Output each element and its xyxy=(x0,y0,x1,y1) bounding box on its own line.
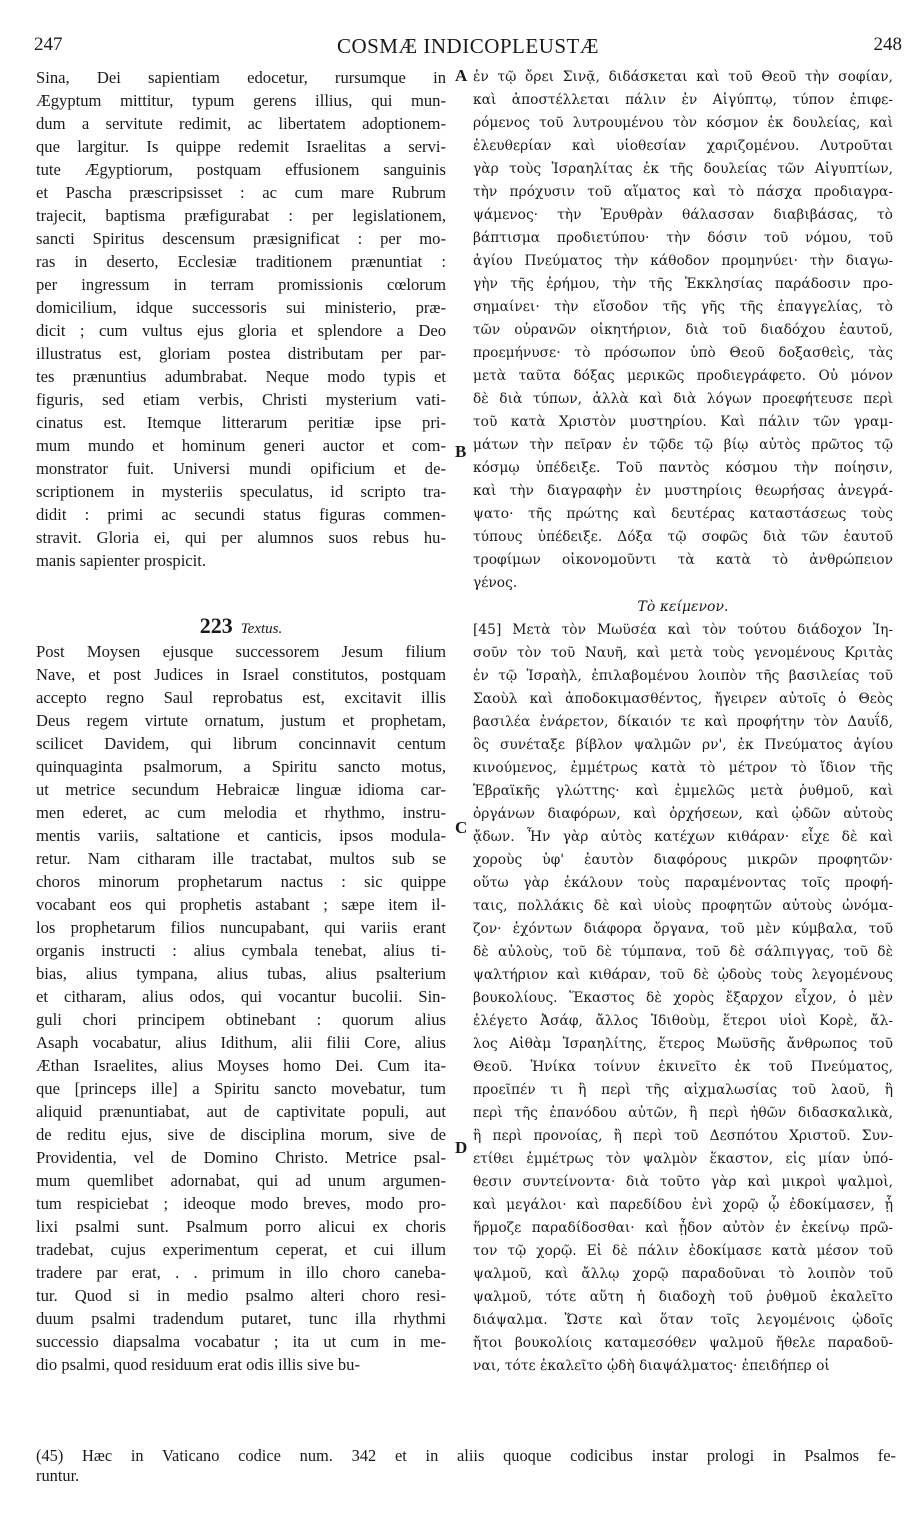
text-line: men ederet, ac cum melodia et rhythmo, instru- xyxy=(36,803,446,822)
latin-section-heading xyxy=(36,612,446,640)
text-line: mentis variis, saltatione et canticis, ipsos modula- xyxy=(36,826,446,845)
text-line: τροφίμων οἰκονομοῦντι τὰ κατὰ τὸ ἀνθρώπειον xyxy=(473,552,893,568)
text-line: κόσμῳ ὑπέδειξε. Τοῦ παντὸς κόσμου τὴν ποίησιν, xyxy=(473,460,893,476)
text-line: περὶ τῆς ἐπανόδου αὐτῶν, ἢ περὶ ἠθῶν διδασκαλικὰ, xyxy=(473,1105,893,1121)
text-line: tes prænuntius adumbrabat. Neque modo typis et xyxy=(36,367,446,386)
margin-marker-d: D xyxy=(455,1138,468,1157)
text-line: tradere par erat, . . primum in illo choro caneba- xyxy=(36,1263,446,1282)
text-line: Ægyptum mittitur, typum gerens illius, qui mun- xyxy=(36,91,446,110)
page-number-left: 247 xyxy=(34,34,63,55)
text-line: tur. Quod si in medio psalmo alteri choro resi- xyxy=(36,1286,446,1305)
text-line: ἤτοι βουκολίοις καταμεσόθεν ψαλμοῦ ἤθελε παραδοῦ- xyxy=(473,1335,893,1351)
text-line: Sina, Dei sapientiam edocetur, rursumque in xyxy=(36,68,446,87)
text-line: que largitur. Is quippe redemit Israelitas a servi- xyxy=(36,137,446,156)
text-line: figuris, sed etiam verbis, Christi mysterium vati- xyxy=(36,390,446,409)
text-line: τον τῷ χορῷ. Εἰ δὲ πάλιν ἐδοκίμασε κατὰ μέσον τοῦ xyxy=(473,1243,893,1259)
text-line: προεῖπέν τι ἢ περὶ τῆς αἰχμαλωσίας τοῦ λαοῦ, ἢ xyxy=(473,1082,893,1098)
text-line: et Pascha præscripsisset : ac cum mare Rubrum xyxy=(36,183,446,202)
text-line: λος Αἰθὰμ Ἰσραηλίτης, ἕτερος Μωϋσῆς ἄνθρωπος τοῦ xyxy=(473,1036,893,1052)
text-line: κινούμενος, ἐμμέτρως κατὰ τὸ μέτρον τὸ ἴδιον τῆς xyxy=(473,760,893,776)
text-line: vocabant eos qui prophetis astabant ; sæpe item il- xyxy=(36,895,446,914)
text-line: ὃς συνέταξε βίβλον ψαλμῶν ρν', ἐκ Πνεύματος ἁγίου xyxy=(473,737,893,753)
text-line: ἐν τῷ Ἰσραὴλ, ἐπιλαβομένου λοιπὸν τῆς βασιλείας τοῦ xyxy=(473,668,893,684)
text-line: δὲ αὐλοὺς, τοῦ δὲ τύμπανα, τοῦ δὲ σάλπιγγας, τοῦ δὲ xyxy=(473,944,893,960)
text-line: δὲ διὰ τύπων, ἀλλὰ καὶ διὰ λόγων προεφήτευσε περὶ xyxy=(473,391,893,407)
text-line: trajecit, baptisma præfigurabat : per legislationem, xyxy=(36,206,446,225)
latin-paragraph-2 xyxy=(36,640,446,1376)
text-line: σημαίνει· τὴν εἴσοδον τῆς γῆς τῆς ἐπαγγελίας, τὸ xyxy=(473,299,893,315)
text-line: guli chori principem obtinebant : quorum alius xyxy=(36,1010,446,1029)
text-line: tradebat, cujus experimentum ceperat, et cui illum xyxy=(36,1240,446,1259)
text-line: domicilium, idque successoris sui ministerio, præ- xyxy=(36,298,446,317)
text-line: aliquid prænuntiabat, aut de captivitate populi, aut xyxy=(36,1102,446,1121)
text-line: organis instructi : alius cymbala tenebat, alius ti- xyxy=(36,941,446,960)
text-line: los prophetarum filios nuncupabant, qui variis erant xyxy=(36,918,446,937)
text-line: Deus regem virtute ornatum, justum et prophetam, xyxy=(36,711,446,730)
text-line: Ἑβραϊκῆς γλώττης· καὶ ἐμμελῶς μετὰ ῥυθμοῦ, καὶ xyxy=(473,783,893,799)
text-line: καὶ ἀποστέλλεται πάλιν ἐν Αἰγύπτῳ, τύπον ἐπιφε- xyxy=(473,92,893,108)
text-line: καὶ μεγάλοι· καὶ παρεδίδου ἑνὶ χορῷ ᾧ ἐδοκίμασεν, ᾗ xyxy=(473,1197,893,1213)
text-line: (45) Hæc in Vaticano codice num. 342 et in aliis quoque codicibus instar prologi in Psalmos fe- xyxy=(36,1446,896,1465)
text-line: ζον· ἐχόντων διάφορα ὄργανα, τοῦ μὲν κύμβαλα, τοῦ xyxy=(473,921,893,937)
text-line: μάτων τὴν πεῖραν ἐν τῷδε τῷ βίῳ αὐτὸς πρῶτος τῷ xyxy=(473,437,893,453)
text-line: scilicet Davidem, qui librum concinnavit centum xyxy=(36,734,446,753)
text-line: monstrator fuit. Universi mundi opificium et de- xyxy=(36,459,446,478)
text-line: σοῦν τὸν τοῦ Ναυῆ, καὶ μετὰ τοὺς γενομένους Κριτὰς xyxy=(473,645,893,661)
text-line: ετίθει ἐμμέτρως τὸν ψαλμὸν ἕκαστον, εἰς μίαν ὑπό- xyxy=(473,1151,893,1167)
text-line: lixi psalmi sunt. Psalmum porro alicui ex choris xyxy=(36,1217,446,1236)
text-line: cinatus est. Itemque litterarum peritiæ ipse pri- xyxy=(36,413,446,432)
text-line: χοροὺς ὑφ' ἑαυτὸν διαφόρους μικρῶν προφητῶν· xyxy=(473,852,893,868)
text-line: ψάμενος· τὴν Ἐρυθρὰν θάλασσαν διαβιβάσας, τὸ xyxy=(473,207,893,223)
text-line: ᾄδων. Ἦν γὰρ αὐτὸς κατέχων κιθάραν· εἶχε δὲ καὶ xyxy=(473,829,893,845)
text-line: runtur. xyxy=(36,1466,80,1485)
text-line: βάπτισμα προδιετύπου· τὴν δόσιν τοῦ νόμου, τοῦ xyxy=(473,230,893,246)
text-line: γὴν τῆς ἐρήμου, τὴν τῆς Ἐκκλησίας παράδοσιν προ- xyxy=(473,276,893,292)
greek-paragraph-2 xyxy=(473,619,893,1378)
text-line: ἐλευθερίαν καὶ υἱοθεσίαν χαριζομένου. Λυτροῦται xyxy=(473,138,893,154)
text-line: didit : primi ac secundi status figuras commen- xyxy=(36,505,446,524)
page-number-right: 248 xyxy=(873,34,902,55)
text-line: γένος. xyxy=(473,575,518,591)
margin-marker-b: B xyxy=(455,442,467,461)
text-line: sancti Spiritus descensum præsignificat : per mo- xyxy=(36,229,446,248)
text-line: mum mundo et hominum generi auctor et com- xyxy=(36,436,446,455)
page-header xyxy=(34,34,902,66)
text-line: accepto regno Saul reprobatus est, excitavit illis xyxy=(36,688,446,707)
section-label: Textus. xyxy=(240,621,283,637)
text-line: θεσιν συντείνοντα· διὰ τοῦτο γὰρ καὶ μικροὶ ψαλμοὶ, xyxy=(473,1174,893,1190)
margin-marker-a: A xyxy=(455,66,468,85)
text-line: choros minorum prophetarum nactus : sic quippe xyxy=(36,872,446,891)
text-line: ἢ περὶ προνοίας, ἢ περὶ τοῦ Δεσπότου Χριστοῦ. Συν- xyxy=(473,1128,893,1144)
text-line: Asaph vocabatur, alius Idithum, alii filii Core, alius xyxy=(36,1033,446,1052)
text-line: dum a servitute redimit, ac libertatem adoptionem- xyxy=(36,114,446,133)
greek-paragraph-1 xyxy=(473,66,893,595)
text-line: ταις, πολλάκις δὲ καὶ υἱοὺς προφητῶν αὐτοὺς ὠνόμα- xyxy=(473,898,893,914)
text-line: ἥρμοζε παραδίδοσθαι· καὶ ᾖδον αὐτὸν ἐν ἐκείνῳ πρῶ- xyxy=(473,1220,893,1236)
text-line: προεμήνυσε· τὸ πρόσωπον ὑπὸ Θεοῦ δοξασθεὶς, τὰς xyxy=(473,345,893,361)
text-line: οὕτω γὰρ ἐκάλουν τοὺς παραμένοντας τοῖς προφή- xyxy=(473,875,893,891)
section-number: 223 xyxy=(199,613,233,638)
text-line: ἐλέγετο Ἀσάφ, ἄλλος Ἰδιθοὺμ, ἕτεροι υἱοὶ Κορὲ, ἄλ- xyxy=(473,1013,893,1029)
text-line: quinquaginta psalmorum, a Spiritu sancto motus, xyxy=(36,757,446,776)
text-line: per ingressum in terram promissionis cœlorum xyxy=(36,275,446,294)
text-line: βουκολίους. Ἕκαστος δὲ χορὸς ἔξαρχον εἶχον, ὁ μὲν xyxy=(473,990,893,1006)
text-line: Post Moysen ejusque successorem Jesum filium xyxy=(36,642,446,661)
text-line: ἁγίου Πνεύματος τὴν κάθοδον προμηνύει· τὴν διαγω- xyxy=(473,253,893,269)
running-title: COSMÆ INDICOPLEUSTÆ xyxy=(336,34,600,58)
text-line: τὴν πρόχυσιν τοῦ αἵματος καὶ τὸ πάσχα προδιαγρα- xyxy=(473,184,893,200)
text-line: Nave, et post Judices in Israel constitutos, postquam xyxy=(36,665,446,684)
text-line: ψαλμοῦ, καὶ ἄλλῳ χορῷ παραδοῦναι τὸ λοιπὸν τοῦ xyxy=(473,1266,893,1282)
text-line: ψαλτήριον καὶ κιθάραν, τοῦ δὲ ᾠδοὺς τοὺς λεγομένους xyxy=(473,967,893,983)
text-line: Æthan Israelites, alius Moyses homo Dei. Cum ita- xyxy=(36,1056,446,1075)
text-line: καὶ τὴν διαγραφὴν ἐν μυστηρίοις θεωρήσας ἀνεγρά- xyxy=(473,483,893,499)
text-line: ἐν τῷ ὄρει Σινᾷ, διδάσκεται καὶ τοῦ Θεοῦ τὴν σοφίαν, xyxy=(473,69,893,85)
text-line: Providentia, vel de Domino Christo. Metrice psal- xyxy=(36,1148,446,1167)
text-line: manis sapienter prospicit. xyxy=(36,551,207,570)
text-line: scriptionem in mysteriis speculatus, id scripto tra- xyxy=(36,482,446,501)
text-line: ναι, τότε ἐκαλεῖτο ᾠδὴ διαψάλματος· ἐπειδήπερ οἱ xyxy=(473,1358,830,1374)
greek-section-heading: Τὸ κείμενον. xyxy=(637,599,729,615)
text-line: τύπους ὑπέδειξε. Δόξα τῷ σοφῶς διὰ τῶν ἑαυτοῦ xyxy=(473,529,893,545)
text-line: γὰρ τοὺς Ἰσραηλίτας ἐκ τῆς δουλείας τῶν Αἰγυπτίων, xyxy=(473,161,893,177)
text-line: ὀργάνων διαφόρων, καὶ ὀρχήσεων, καὶ ᾠδῶν αὐτοὺς xyxy=(473,806,893,822)
latin-column xyxy=(36,66,446,1376)
text-line: bias, alius tympana, alius tubas, alius psalterium xyxy=(36,964,446,983)
text-line: ut metrice secundum Hebraicæ linguæ idioma car- xyxy=(36,780,446,799)
margin-marker-c: C xyxy=(455,818,468,837)
latin-paragraph-1 xyxy=(36,66,446,572)
text-line: mum quemlibet adornabat, qui ad unum argumen- xyxy=(36,1171,446,1190)
greek-column xyxy=(473,66,893,1378)
text-line: [45] Μετὰ τὸν Μωϋσέα καὶ τὸν τούτου διάδοχον Ἰη- xyxy=(473,622,893,638)
text-line: et citharam, alius odos, qui vocantur bucolii. Sin- xyxy=(36,987,446,1006)
text-line: tum respiciebat ; ideoque modo breves, modo pro- xyxy=(36,1194,446,1213)
text-line: ψαλμοῦ, τότε αὕτη ἡ διαδοχὴ τοῦ ῥυθμοῦ ἐκαλεῖτο xyxy=(473,1289,893,1305)
text-line: que [princeps ille] a Spiritu sancto movebatur, tum xyxy=(36,1079,446,1098)
text-line: de reditu ejus, sive de disciplina morum, sive de xyxy=(36,1125,446,1144)
text-line: successio diapsalma vocabatur ; ita ut cum in me- xyxy=(36,1332,446,1351)
text-line: τῶν οὐρανῶν οἰκητήριον, διὰ τοῦ διαδόχου ἑαυτοῦ, xyxy=(473,322,893,338)
text-line: Θεοῦ. Ἡνίκα τοίνυν ἐκινεῖτο ἐκ τοῦ Πνεύματος, xyxy=(473,1059,893,1075)
text-line: duum psalmi tradendum putaret, tunc illa rhythmi xyxy=(36,1309,446,1328)
text-line: ψατο· τῆς πρώτης καὶ δευτέρας καταστάσεως τοὺς xyxy=(473,506,893,522)
text-line: stravit. Gloria ei, qui per alumnos suos rebus hu- xyxy=(36,528,446,547)
text-line: βασιλέα ἐνάρετον, δίκαιόν τε καὶ προφήτην τὸν Δαυΐδ, xyxy=(473,714,893,730)
text-line: ρόμενος τοῦ λυτρουμένου τὸν κόσμον ἐκ δουλείας, καὶ xyxy=(473,115,893,131)
text-line: Σαοὺλ καὶ ἀποδοκιμασθέντος, ἤγειρεν αὐτοῖς ὁ Θεὸς xyxy=(473,691,893,707)
text-line: τοῦ κατὰ Χριστὸν μυστηρίου. Καὶ πάλιν τῶν γραμ- xyxy=(473,414,893,430)
text-line: διάψαλμα. Ὥστε καὶ ὅταν τοῖς λεγομένοις ᾠδοῖς xyxy=(473,1312,893,1328)
text-line: ras in deserto, Ecclesiæ traditionem prænuntiat : xyxy=(36,252,446,271)
text-line: retur. Nam citharam ille tractabat, multos sub se xyxy=(36,849,446,868)
text-line: μετὰ ταῦτα δόξας μερικῶς προδιεγράφετο. Οὐ μόνον xyxy=(473,368,893,384)
text-line: tute Ægyptiorum, postquam effusionem sanguinis xyxy=(36,160,446,179)
text-line: illustratus est, gloriam postea distributam per par- xyxy=(36,344,446,363)
text-line: dio psalmi, quod residuum erat odis illis sive bu- xyxy=(36,1355,361,1374)
footnote xyxy=(36,1446,896,1486)
text-line: dicit ; cum vultus ejus gloria et splendore a Deo xyxy=(36,321,446,340)
